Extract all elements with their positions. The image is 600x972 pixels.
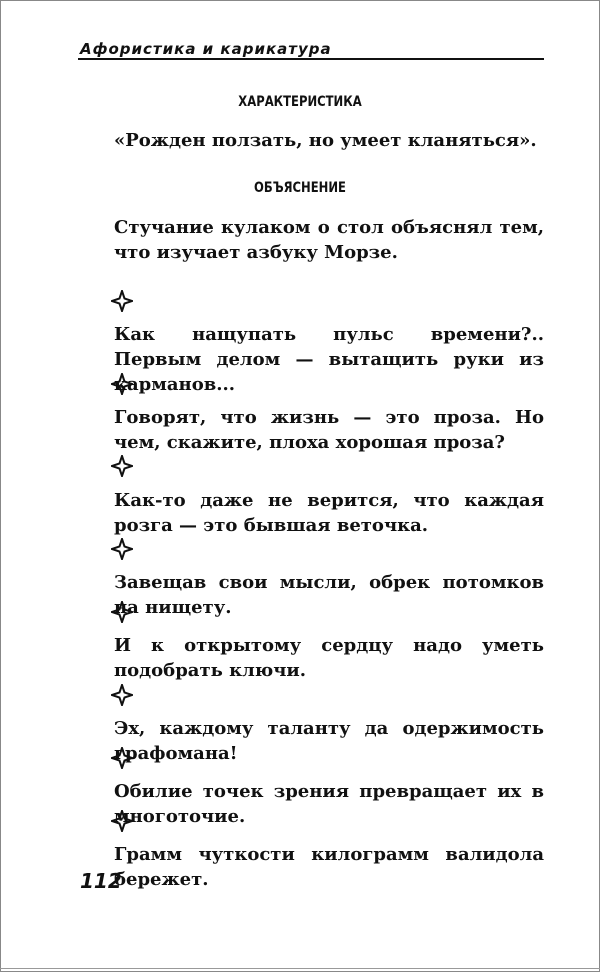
star-divider-icon	[111, 290, 133, 312]
section-heading-characteristic: ХАРАКТЕРИСТИКА	[238, 94, 362, 110]
aphorism-item: И к открытому сердцу надо уметь подобрать ключи.	[114, 635, 544, 681]
header-rule	[78, 58, 544, 60]
characteristic-text: «Рожден ползать, но умеет кланяться».	[114, 130, 537, 151]
star-divider-icon	[111, 373, 133, 395]
aphorism-item: Завещав свои мысли, обрек потомков на нищету.	[114, 572, 544, 618]
explanation-text: Стучание кулаком о стол объяснял тем, что изучает азбуку Морзе.	[114, 217, 544, 263]
aphorism-item: Говорят, что жизнь — это проза. Но чем, скажите, плоха хорошая проза?	[114, 407, 544, 453]
aphorism-item: Грамм чуткости килограмм валидола бережет.	[114, 844, 544, 890]
star-divider-icon	[111, 684, 133, 706]
aphorism-item: Эх, каждому таланту да одержимость графомана!	[114, 718, 544, 764]
star-divider-icon	[111, 538, 133, 560]
running-title: Афористика и карикатура	[80, 40, 332, 58]
section-heading-explanation: ОБЪЯСНЕНИЕ	[254, 180, 346, 196]
star-divider-icon	[111, 455, 133, 477]
page-number: 112	[80, 869, 122, 893]
bottom-edge	[0, 968, 600, 969]
aphorism-item: Как нащупать пульс времени?.. Первым делом — вытащить руки из карманов...	[114, 324, 544, 395]
star-divider-icon	[111, 747, 133, 769]
star-divider-icon	[111, 810, 133, 832]
star-divider-icon	[111, 601, 133, 623]
aphorism-item: Обилие точек зрения превращает их в многоточие.	[114, 781, 544, 827]
aphorism-item: Как-то даже не верится, что каждая розга — это бывшая веточка.	[114, 490, 544, 536]
